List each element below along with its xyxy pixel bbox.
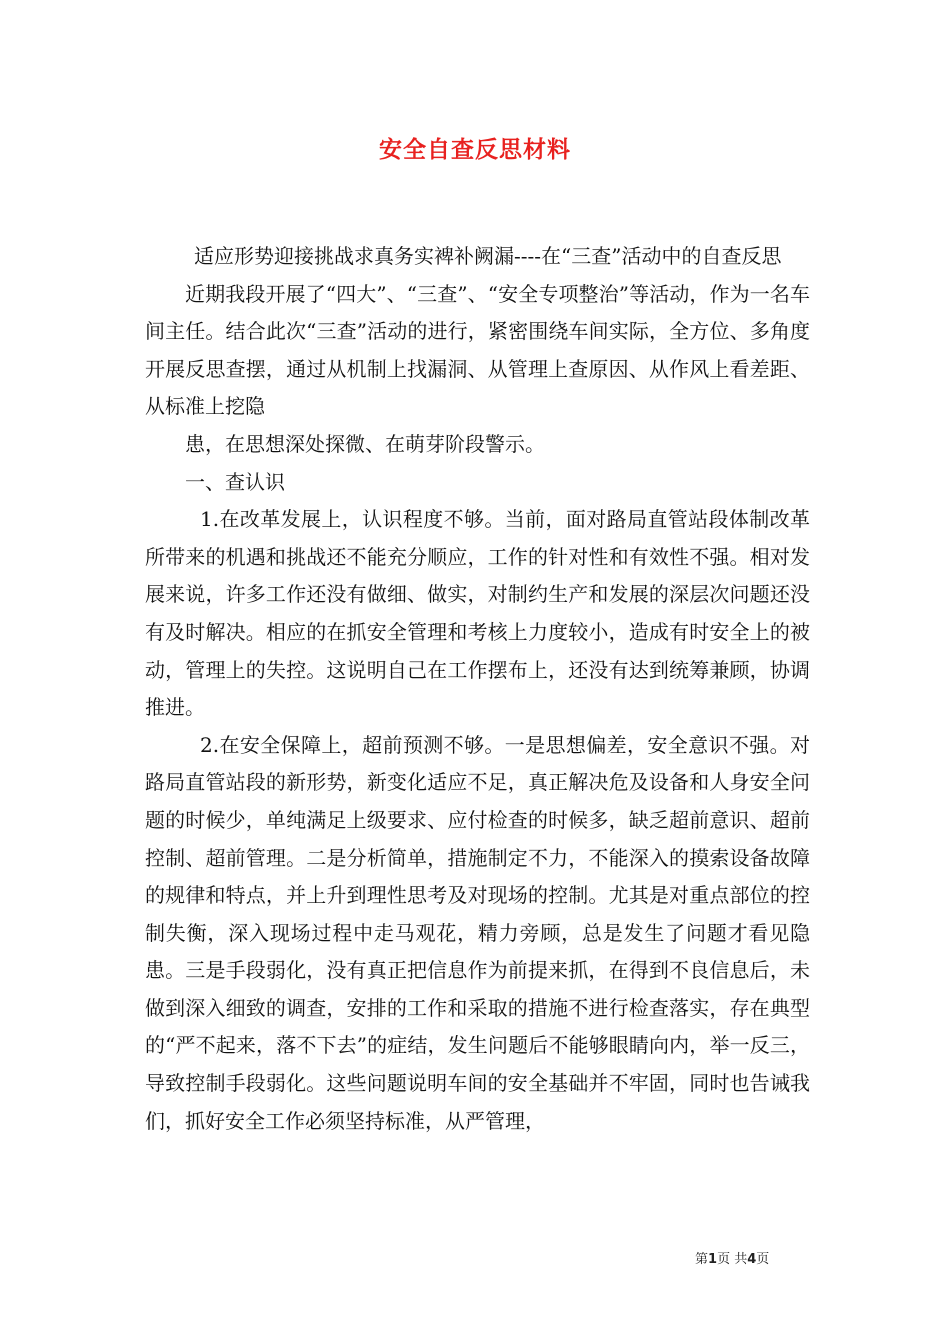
footer-current-page: 1	[708, 1252, 718, 1267]
document-title: 安全自查反思材料	[379, 136, 571, 163]
section-heading-1: 一、查认识	[185, 469, 285, 494]
footer-suffix: 页	[756, 1252, 770, 1267]
item-paragraph-2: 2.在安全保障上，超前预测不够。一是思想偏差，安全意识不强。对路局直管站段的新形势，新变化适应不足，真正解决危及设备和人身安全问题的时候少，单纯满足上级要求、应付检查的时候多，缺乏超前意识、超前控制、超前管理。二是分析简单，措施制定不力，不能深入的摸索设备故障的规律和特点，并上升到理性思考及对现场的控制。尤其是对重点部位的控制失衡，深入现场过程中走马观花，精力旁顾，总是发生了问题才看见隐患。三是手段弱化，没有真正把信息作为前提来抓，在得到不良信息后，未做到深入细致的调查，安排的工作和采取的措施不进行检查落实，存在典型的“严不起来，落不下去”的症结，发生问题后不能够眼睛向内，举一反三，导致控制手段弱化。这些问题说明车间的安全基础并不牢固，同时也告诫我们，抓好安全工作必须坚持标准，从严管理，	[145, 732, 810, 1133]
footer-prefix: 第	[695, 1252, 709, 1267]
footer-middle: 页 共	[717, 1252, 748, 1267]
item-paragraph-1: 1.在改革发展上，认识程度不够。当前，面对路局直管站段体制改革所带来的机遇和挑战还不能充分顺应，工作的针对性和有效性不强。相对发展来说，许多工作还没有做细、做实，对制约生产和发展的深层次问题还没有及时解决。相应的在抓安全管理和考核上力度较小，造成有时安全上的被动，管理上的失控。这说明自己在工作摆布上，还没有达到统筹兼顾，协调推进。	[145, 507, 810, 720]
intro-continuation-paragraph: 患，在思想深处探微、在萌芽阶段警示。	[185, 431, 545, 456]
subtitle-paragraph: 适应形势迎接挑战求真务实裨补阙漏----在“三查”活动中的自查反思	[194, 244, 782, 268]
footer-total-pages: 4	[747, 1252, 757, 1267]
document-body	[145, 238, 810, 1140]
intro-paragraph: 近期我段开展了“四大”、“三查”、“安全专项整治”等活动，作为一名车间主任。结合此次“三查”活动的进行，紧密围绕车间实际，全方位、多角度开展反思查摆，通过从机制上找漏洞、从管理上查原因、从作风上看差距、从标准上挖隐	[145, 281, 810, 419]
page-number-footer	[695, 1248, 769, 1267]
